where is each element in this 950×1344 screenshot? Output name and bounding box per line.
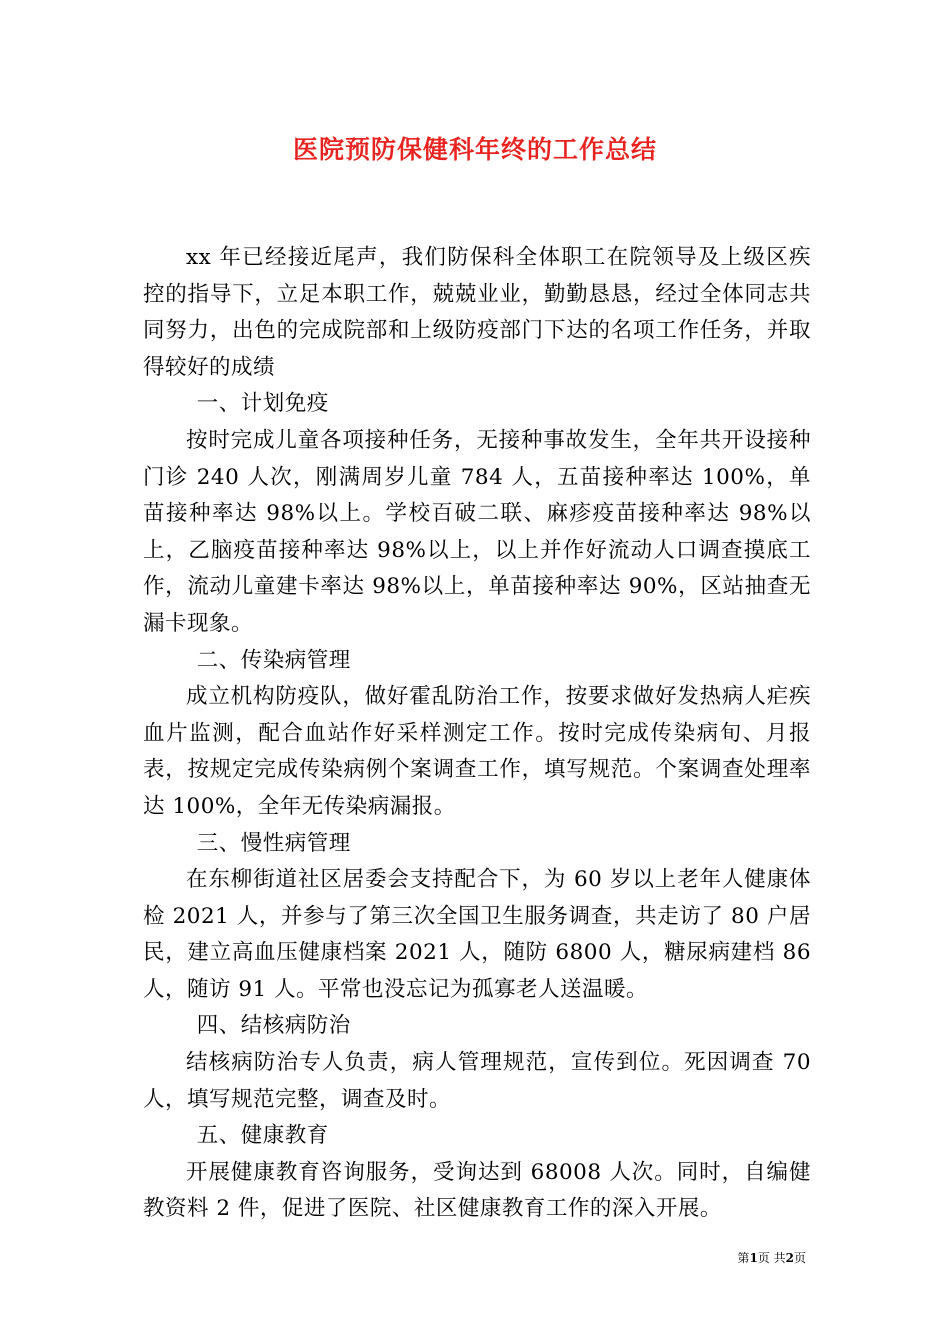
footer-middle: 页 共 (757, 1251, 786, 1265)
footer-prefix: 第 (737, 1251, 750, 1265)
section-heading-chronic-disease: 三、慢性病管理 (196, 830, 351, 856)
footer-suffix: 页 (793, 1251, 806, 1265)
section-heading-infectious-disease: 二、传染病管理 (196, 647, 351, 673)
section-heading-tuberculosis: 四、结核病防治 (196, 1013, 351, 1039)
document-body (143, 240, 811, 1228)
footer-total-pages: 2 (785, 1251, 794, 1265)
section-text-tuberculosis: 结核病防治专人负责，病人管理规范，宣传到位。死因调查 70 人，填写规范完整，调查及时。 (143, 1050, 811, 1112)
page-number-footer (737, 1250, 806, 1266)
section-heading-immunization: 一、计划免疫 (196, 391, 329, 417)
section-text-health-education: 开展健康教育咨询服务，受询达到 68008 人次。同时，自编健教资料 2 件，促进了医院、社区健康教育工作的深入开展。 (143, 1159, 811, 1222)
section-heading-health-education: 五、健康教育 (196, 1123, 329, 1149)
section-text-infectious-disease: 成立机构防疫队，做好霍乱防治工作，按要求做好发热病人疟疾血片监测，配合血站作好采样测定工作。按时完成传染病旬、月报表，按规定完成传染病例个案调查工作，填写规范。个案调查处理率达 100%，全年无传染病漏报。 (143, 684, 811, 819)
section-text-immunization: 按时完成儿童各项接种任务，无接种事故发生，全年共开设接种门诊 240 人次，刚满周岁儿童 784 人，五苗接种率达 100%，单苗接种率达 98%以上。学校百破二联、麻疹疫苗接种率达 98%以上，乙脑疫苗接种率达 98%以上，以上并作好流动人口调查摸底工作，流动儿童建卡率达 98%以上，单苗接种率达 90%，区站抽查无漏卡现象。 (143, 427, 811, 636)
footer-current-page: 1 (749, 1251, 758, 1265)
intro-paragraph: xx 年已经接近尾声，我们防保科全体职工在院领导及上级区疾控的指导下，立足本职工作，兢兢业业，勤勤恳恳，经过全体同志共同努力，出色的完成院部和上级防疫部门下达的名项工作任务，并取得较好的成绩 (143, 245, 811, 380)
section-text-chronic-disease: 在东柳街道社区居委会支持配合下，为 60 岁以上老年人健康体检 2021 人，并参与了第三次全国卫生服务调查，共走访了 80 户居民，建立高血压健康档案 2021 人，随防 6800 人，糖尿病建档 86 人，随访 91 人。平常也没忘记为孤寡老人送温暖。 (143, 867, 811, 1002)
document-title: 医院预防保健科年终的工作总结 (292, 135, 657, 164)
